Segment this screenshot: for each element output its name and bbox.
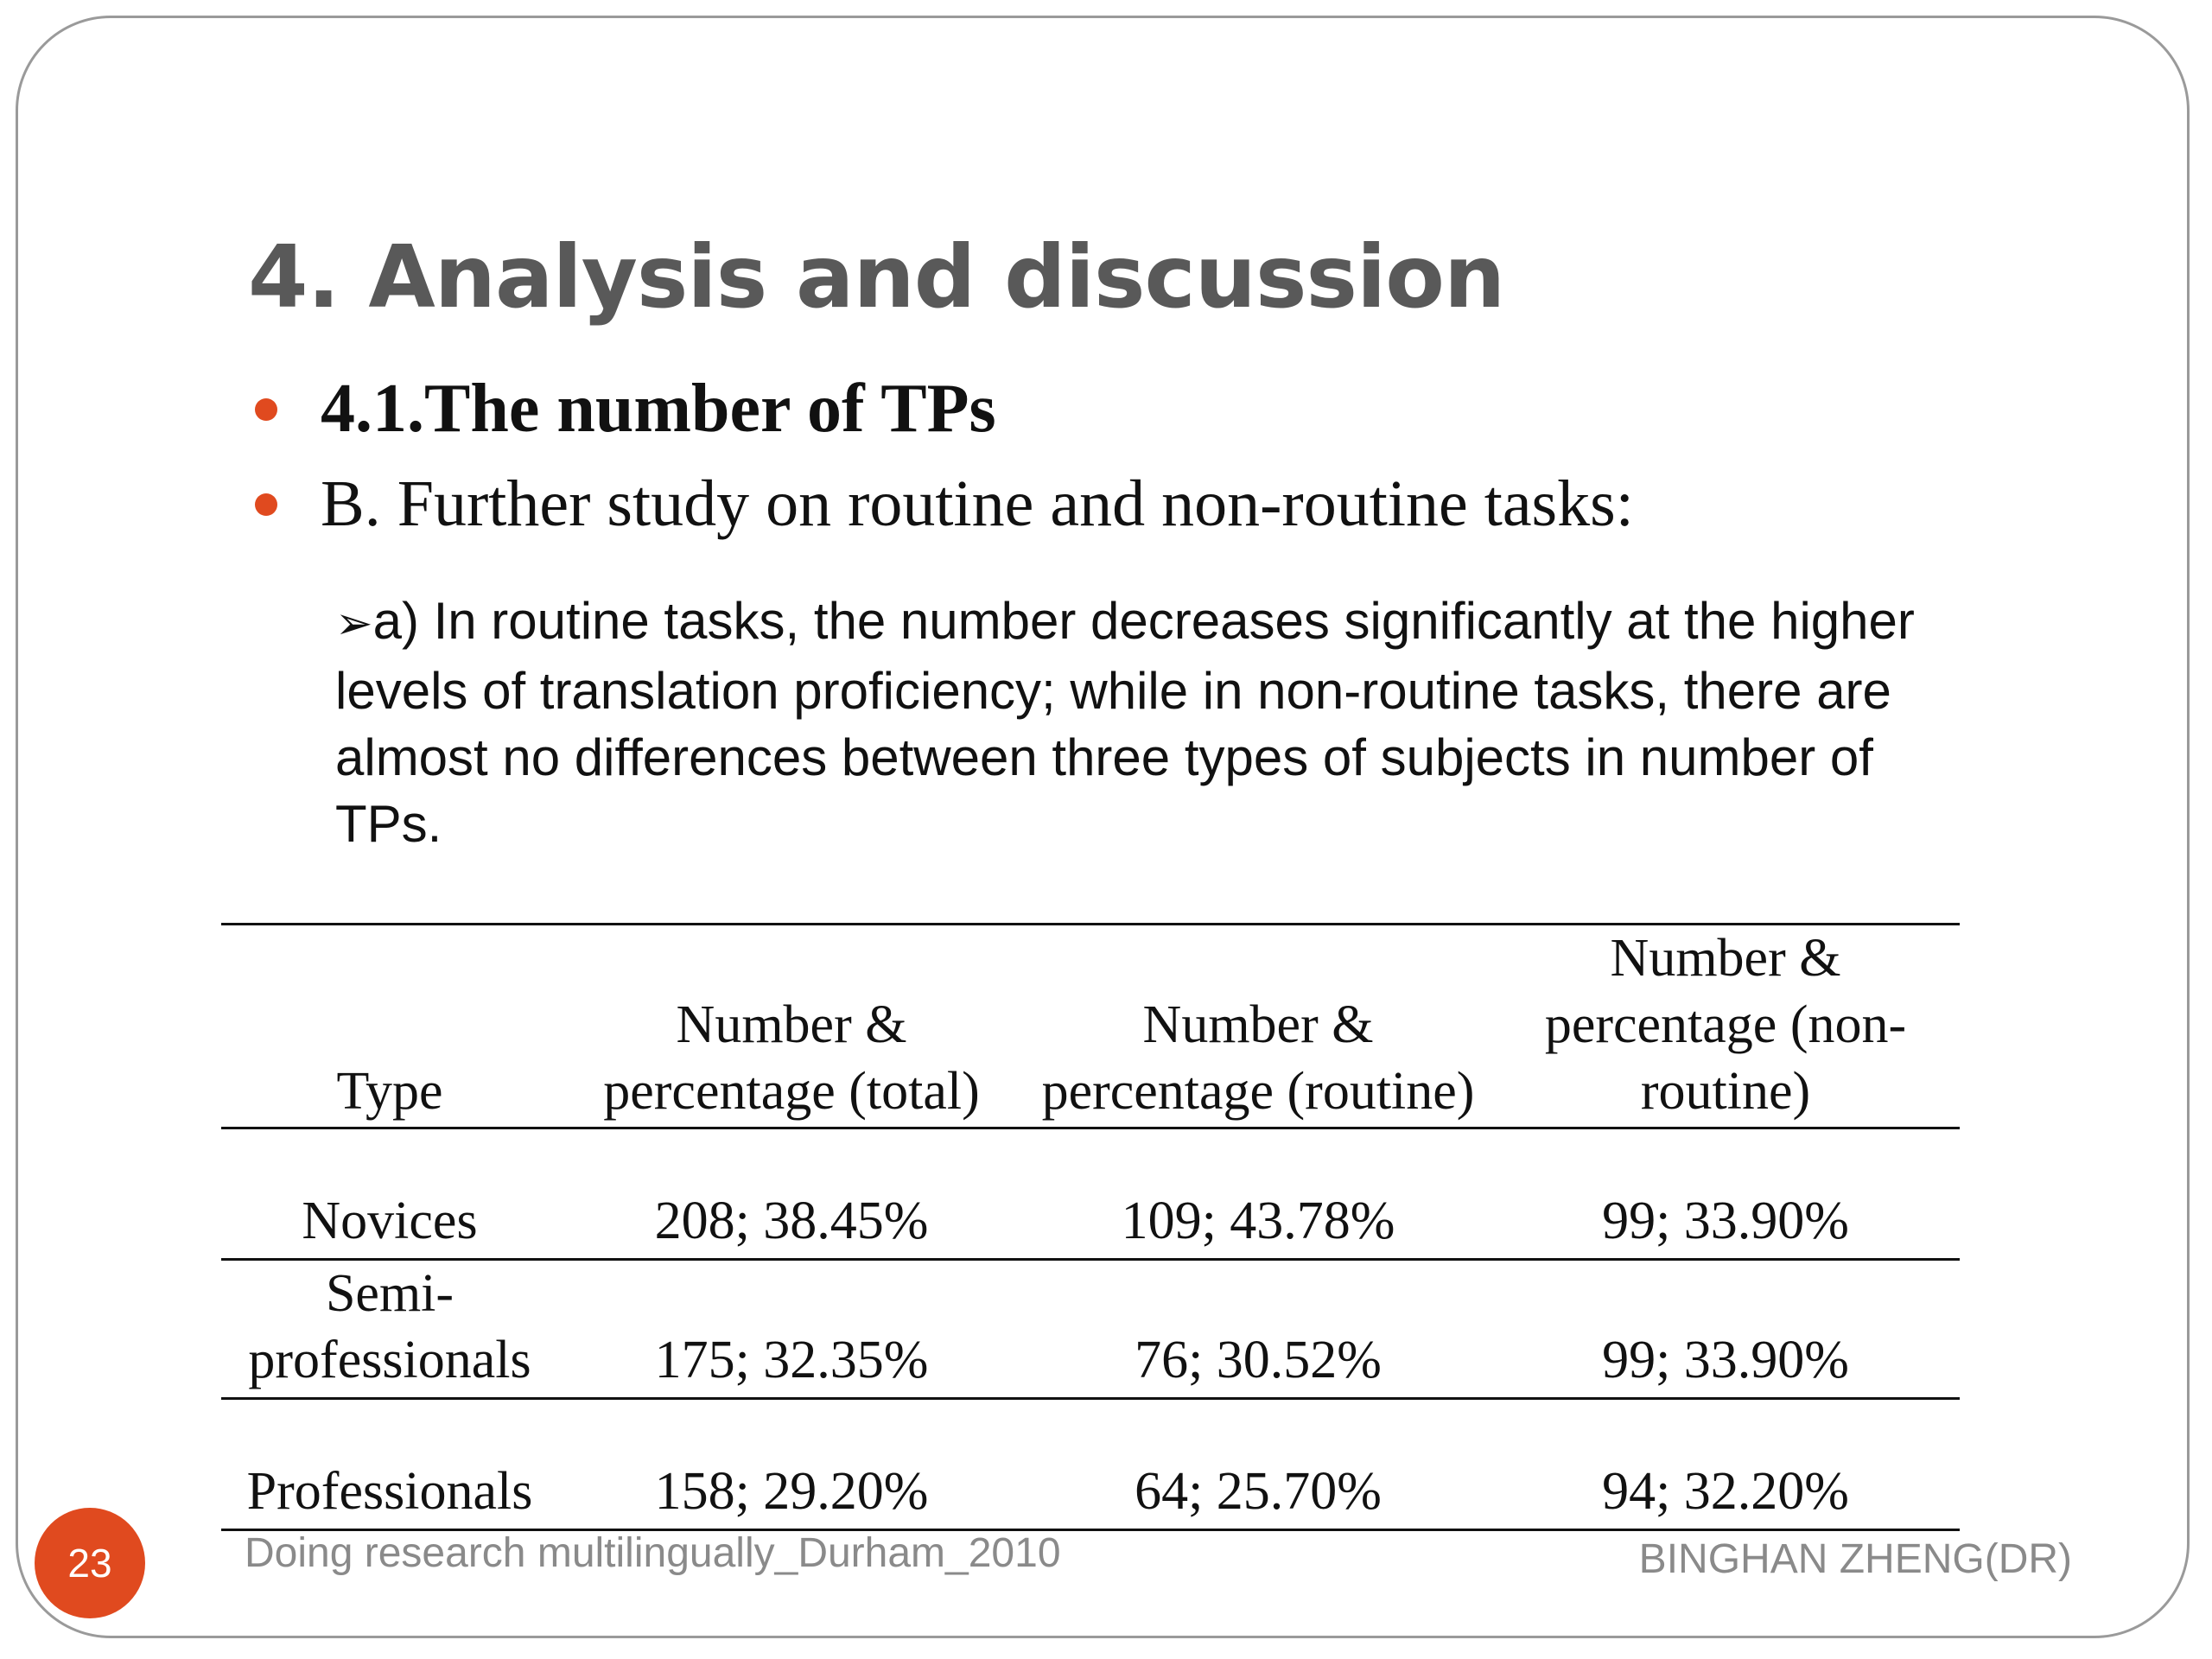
footer-event-label: Doing research multilingually_Durham_2010 xyxy=(245,1530,1061,1576)
cell-type: Professionals xyxy=(246,1462,533,1521)
bullet-dot-icon xyxy=(255,398,277,421)
cell-total: 175; 32.35% xyxy=(654,1331,929,1389)
bullet-item xyxy=(255,467,1634,542)
cell-nonroutine: 99; 33.90% xyxy=(1602,1192,1849,1250)
table-row xyxy=(221,1260,1960,1399)
table-header-row xyxy=(221,925,1960,1128)
cell-type: Novices xyxy=(302,1192,478,1250)
cell-routine: 64; 25.70% xyxy=(1135,1462,1382,1521)
cell-total: 208; 38.45% xyxy=(654,1192,929,1250)
footer-author-label: BINGHAN ZHENG(DR) xyxy=(1638,1536,2072,1582)
bullet-text: 4.1.The number of TPs xyxy=(321,371,996,447)
cell-routine: 109; 43.78% xyxy=(1121,1192,1395,1250)
cell-routine: 76; 30.52% xyxy=(1135,1331,1382,1389)
bullet-text: B. Further study on routine and non-routine tasks: xyxy=(321,467,1634,540)
tp-number-table xyxy=(221,923,1960,1531)
cell-type: Semi-professionals xyxy=(248,1264,531,1389)
bullet-dot-icon xyxy=(255,493,277,516)
cell-nonroutine: 99; 33.90% xyxy=(1602,1331,1849,1389)
cell-nonroutine: 94; 32.20% xyxy=(1602,1462,1849,1521)
sub-point-text: a) In routine tasks, the number decreases significantly at the higher levels of translation proficiency; while in non-routine tasks, there are almost no differences between three types of subjects in number of TPs. xyxy=(335,592,1915,853)
arrow-bullet-icon: ➢ xyxy=(335,599,373,649)
header-nonroutine: Number & percentage (non-routine) xyxy=(1544,929,1907,1121)
sub-point xyxy=(335,588,1977,857)
header-type: Type xyxy=(336,1062,443,1121)
table-row xyxy=(221,1128,1960,1260)
table-row xyxy=(221,1399,1960,1530)
header-routine: Number & percentage (routine) xyxy=(1041,995,1475,1121)
slide-title: 4. Analysis and discussion xyxy=(248,226,1505,327)
cell-total: 158; 29.20% xyxy=(654,1462,929,1521)
page-number-badge: 23 xyxy=(35,1508,145,1618)
header-total: Number & percentage (total) xyxy=(603,995,980,1121)
bullet-item xyxy=(255,370,996,448)
